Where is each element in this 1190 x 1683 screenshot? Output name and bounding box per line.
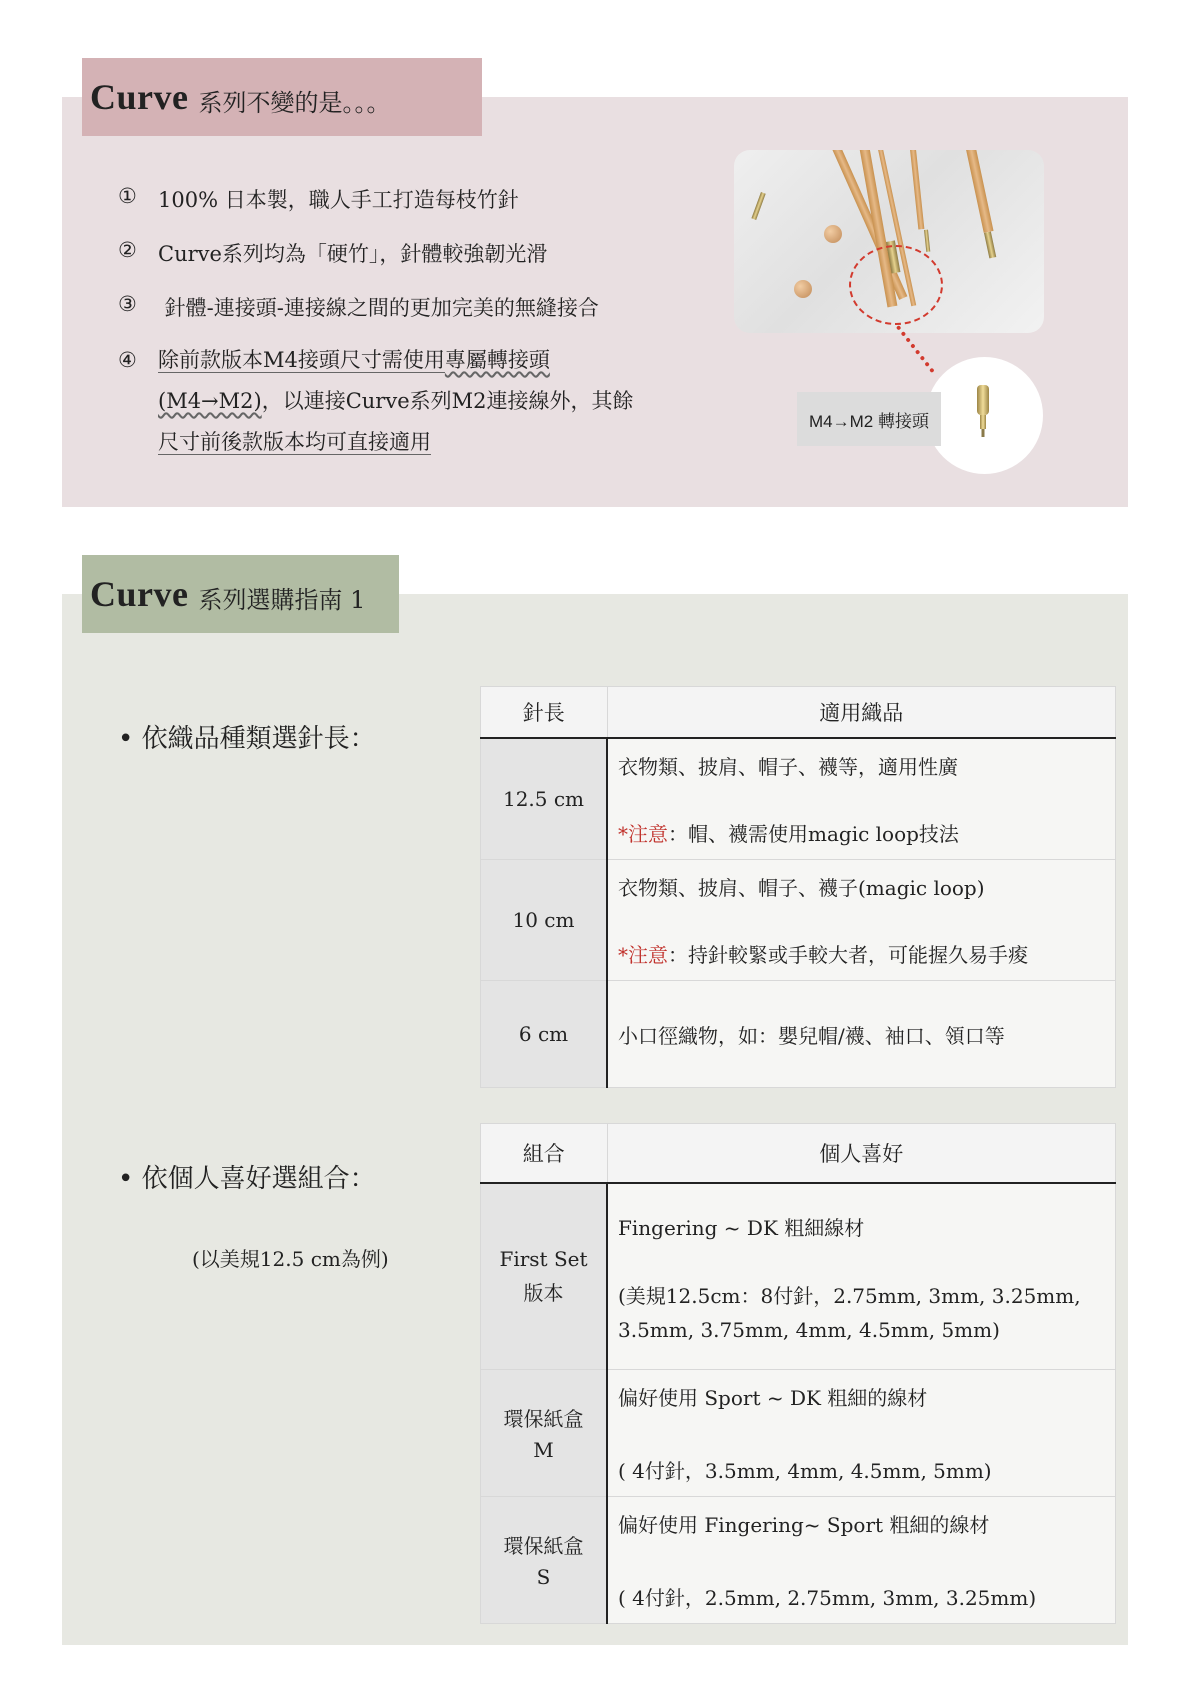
table-row: 6 cm 小口徑織物，如：嬰兒帽/襪、袖口、領口等 xyxy=(481,981,1116,1088)
note-example: (以美規12.5 cm為例) xyxy=(192,1247,389,1271)
section1-title-big: Curve xyxy=(90,77,189,117)
table-row: 12.5 cm 衣物類、披肩、帽子、襪等，適用性廣 *注意：帽、襪需使用magic loop技法 xyxy=(481,738,1116,860)
table-row: 環保紙盒 S 偏好使用 Fingering~ Sport 粗細的線材 ( 4付針，2.5mm, 2.75mm, 3mm, 3.25mm) xyxy=(481,1496,1116,1623)
table1-header-length: 針長 xyxy=(481,687,608,739)
table2-header-pref: 個人喜好 xyxy=(607,1124,1116,1184)
feature-4: ④ 除前款版本M4接頭尺寸需使用專屬轉接頭 (M4→M2)，以連接Curve系列M2連接線外，其餘 尺寸前後款版本均可直接適用 xyxy=(118,348,634,454)
feature-2: ② Curve系列均為「硬竹」，針體較強韌光滑 xyxy=(118,238,548,266)
table-row: 環保紙盒 M 偏好使用 Sport ~ DK 粗細的線材 ( 4付針，3.5mm, 4mm, 4.5mm, 5mm) xyxy=(481,1369,1116,1496)
table2-header-set: 組合 xyxy=(481,1124,608,1184)
bullet-1: • 依織品種類選針長： xyxy=(118,724,376,754)
section2-title-small: 系列選購指南 1 xyxy=(198,585,366,614)
section2-title-big: Curve xyxy=(90,574,189,614)
set-table xyxy=(480,1123,1116,1624)
section1-header xyxy=(82,58,482,136)
feature-3: ③ 針體-連接頭-連接線之間的更加完美的無縫接合 xyxy=(118,292,599,320)
table1-header-use: 適用織品 xyxy=(607,687,1116,739)
adapter-label: M4→M2 轉接頭 xyxy=(797,392,941,446)
length-table xyxy=(480,686,1116,1088)
section1-title-small: 系列不變的是。。。 xyxy=(198,88,391,117)
adapter-icon xyxy=(975,385,991,437)
section2-header xyxy=(82,555,399,633)
bullet-2: • 依個人喜好選組合： xyxy=(118,1164,376,1194)
feature-1: ① 100% 日本製，職人手工打造每枝竹針 xyxy=(118,184,519,212)
table-row: First Set 版本 Fingering ~ DK 粗細線材 (美規12.5cm：8付針，2.75mm, 3mm, 3.25mm, 3.5mm, 3.75mm, 4mm, 4.5mm, 5mm) xyxy=(481,1183,1116,1369)
highlight-circle xyxy=(849,245,943,325)
table-row: 10 cm 衣物類、披肩、帽子、襪子(magic loop) *注意：持針較緊或手較大者，可能握久易手痠 xyxy=(481,860,1116,981)
